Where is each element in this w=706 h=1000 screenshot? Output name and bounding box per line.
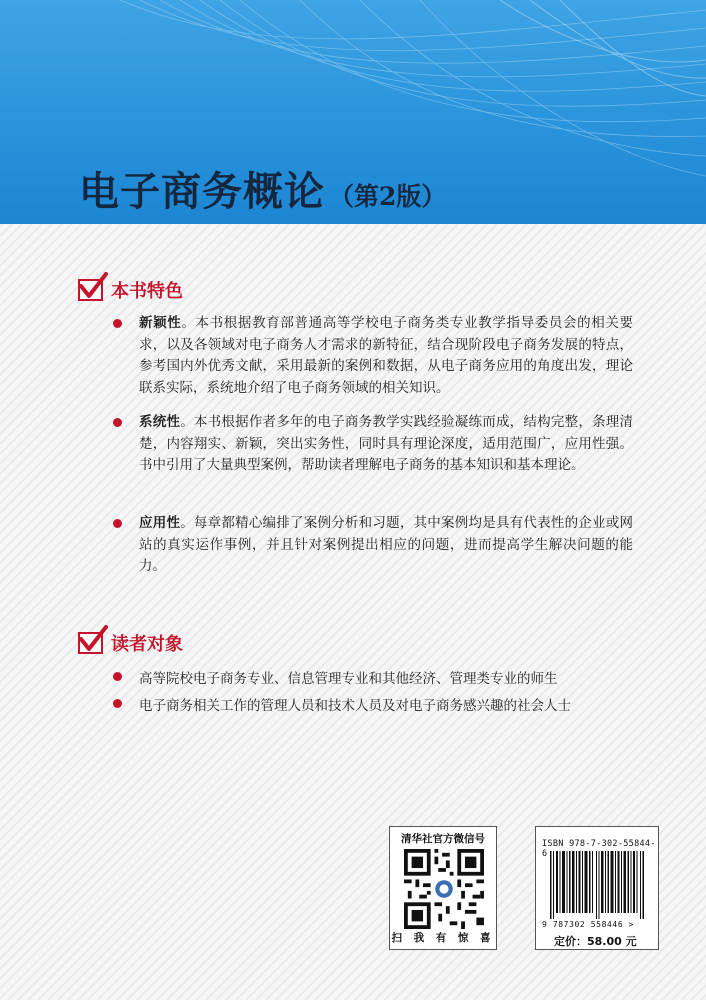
- book-title-main: 电子商务概论: [79, 168, 325, 215]
- isbn-barcode-box: [535, 826, 659, 950]
- wechat-qr-box: [389, 826, 497, 950]
- feature-term: 新颖性: [139, 315, 182, 331]
- qr-footer: 扫 我 有 惊 喜: [391, 932, 495, 944]
- bullet-icon: [113, 672, 122, 681]
- qr-code-icon[interactable]: [404, 849, 484, 929]
- reader-item-text: 高等院校电子商务专业、信息管理专业和其他经济、管理类专业的师生: [139, 671, 558, 687]
- reader-item: [113, 694, 673, 714]
- features-heading-label: 本书特色: [111, 281, 183, 302]
- features-heading: [78, 277, 183, 303]
- feature-item-system: [113, 412, 633, 477]
- readers-heading: [78, 630, 183, 656]
- feature-text: 。本书根据教育部普通高等学校电子商务类专业教学指导委员会的相关要求，以及各领域对电子商务人才需求的新特征，结合现阶段电子商务发展的特点，参考国内外优秀文献，采用最新的案例和数据，从电子商务应用的角度出发，理论联系实际，系统地介绍了电子商务领域的相关知识。: [139, 315, 634, 396]
- feature-item-novelty: [113, 313, 633, 399]
- feature-item-application: [113, 513, 633, 578]
- feature-text: 。每章都精心编排了案例分析和习题，其中案例均是具有代表性的企业或网站的真实运作事例，并且针对案例提出相应的问题，进而提高学生解决问题的能力。: [139, 515, 634, 574]
- price-label: 定价：58.00 元: [554, 935, 637, 948]
- readers-heading-label: 读者对象: [111, 634, 183, 655]
- reader-item: [113, 667, 673, 687]
- barcode-icon: [550, 851, 646, 919]
- checkmark-icon: [78, 279, 103, 301]
- barcode-digits: 9 787302 558446 >: [542, 920, 635, 929]
- isbn-number: ISBN 978-7-302-55844-6: [542, 839, 656, 859]
- bullet-icon: [113, 519, 122, 528]
- book-title: [79, 160, 447, 215]
- reader-item-text: 电子商务相关工作的管理人员和技术人员及对电子商务感兴趣的社会人士: [139, 698, 571, 714]
- feature-term: 应用性: [139, 515, 181, 531]
- bullet-icon: [113, 418, 122, 427]
- cover-header-band: [0, 0, 706, 224]
- bullet-icon: [113, 699, 122, 708]
- book-title-edition: （第2版）: [329, 182, 447, 211]
- qr-title: 清华社官方微信号: [401, 833, 485, 845]
- checkmark-icon: [78, 632, 103, 654]
- feature-text: 。本书根据作者多年的电子商务教学实践经验凝练而成，结构完整，条理清楚，内容翔实、新颖，突出实务性，同时具有理论深度，适用范围广，应用性强。书中引用了大量典型案例，帮助读者理解电子商务的基本知识和基本理论。: [139, 414, 634, 473]
- bullet-icon: [113, 319, 122, 328]
- feature-term: 系统性: [139, 414, 181, 430]
